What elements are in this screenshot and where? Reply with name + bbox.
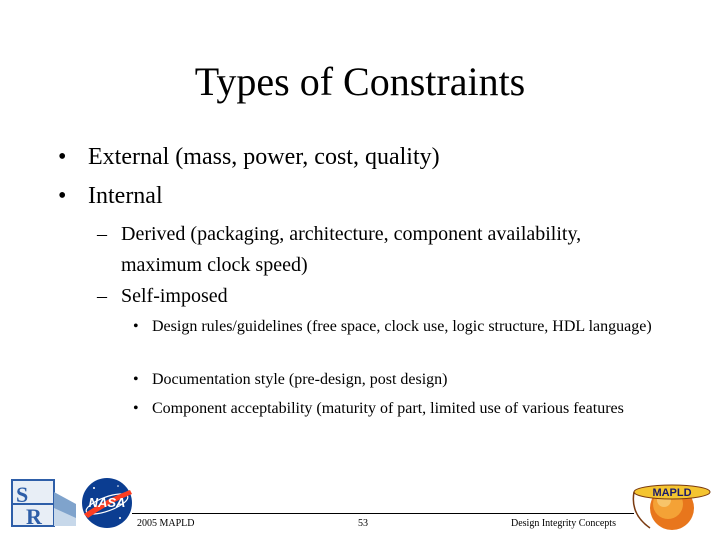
bullet-text: External (mass, power, cost, quality): [88, 144, 440, 170]
bullet-glyph: •: [133, 400, 139, 417]
bullet-glyph: •: [133, 371, 139, 388]
dash-glyph: –: [97, 285, 107, 307]
footer-page-number: 53: [358, 518, 368, 529]
bullet-glyph: •: [58, 183, 67, 209]
svg-text:MAPLD: MAPLD: [652, 487, 692, 499]
footer-divider: [132, 513, 634, 514]
dash-glyph: –: [97, 223, 107, 245]
nasa-logo: [80, 474, 134, 532]
subsubbullet-text: Design rules/guidelines (free space, clock use, logic structure, HDL language): [152, 318, 652, 335]
subsubbullet-text: Documentation style (pre-design, post design): [152, 371, 448, 388]
bullet-glyph: •: [58, 144, 67, 170]
subsubbullet-text: Component acceptability (maturity of part, limited use of various features: [152, 400, 624, 417]
bullet-text: Internal: [88, 183, 163, 209]
svg-text:S: S: [16, 482, 29, 507]
mapld-logo: [628, 470, 712, 534]
sr-logo: [10, 478, 78, 530]
subbullet-text: Self-imposed: [121, 285, 228, 307]
svg-text:R: R: [26, 504, 42, 529]
footer-right: Design Integrity Concepts: [511, 518, 616, 529]
svg-text:NASA: NASA: [88, 495, 126, 510]
bullet-glyph: •: [133, 318, 139, 335]
subbullet-text: Derived (packaging, architecture, component availability, maximum clock speed): [121, 223, 582, 276]
footer-left: 2005 MAPLD: [137, 518, 195, 529]
slide-title: Types of Constraints: [194, 59, 526, 104]
